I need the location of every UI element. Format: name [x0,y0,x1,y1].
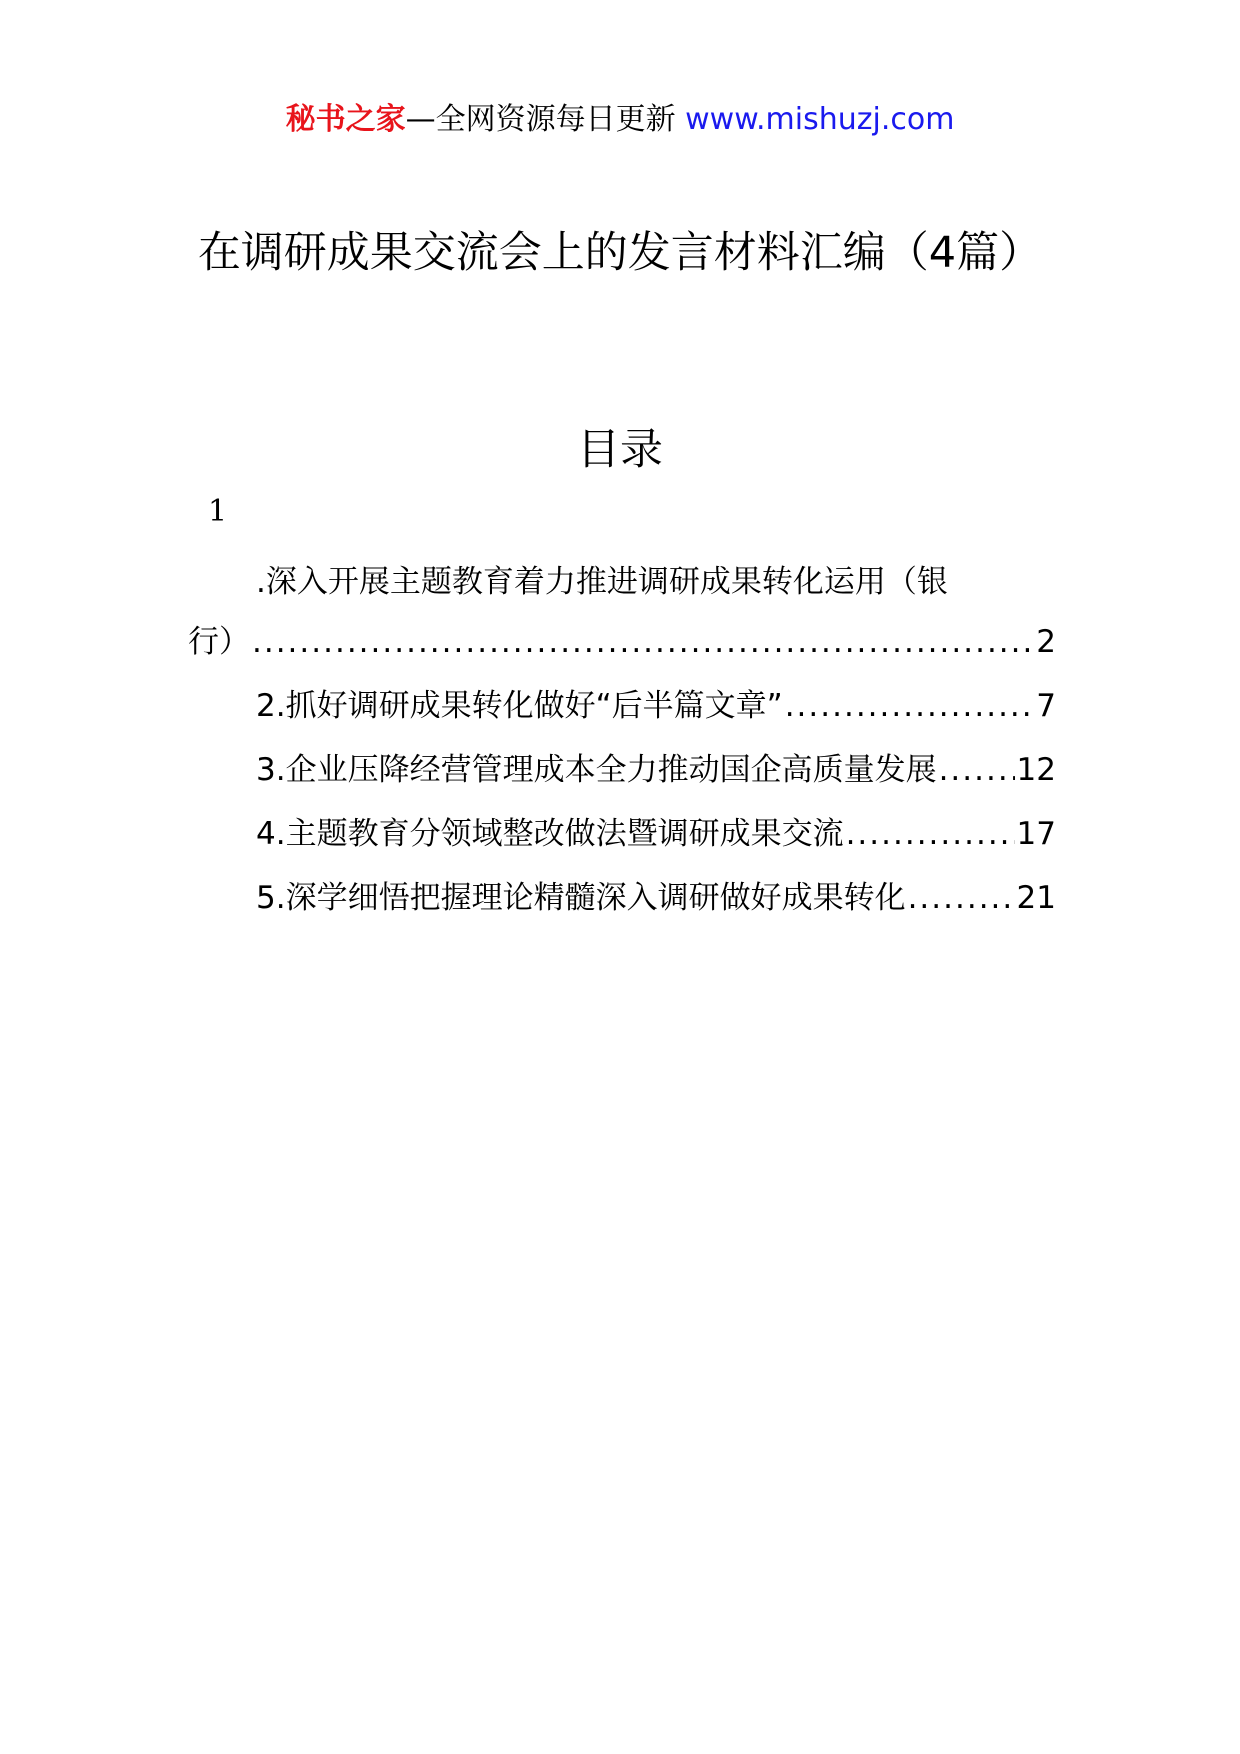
toc-entry-1-line1[interactable]: .深入开展主题教育着力推进调研成果转化运用（银 [256,564,948,600]
toc-entry-1[interactable] [188,620,1056,664]
header-slogan: —全网资源每日更新 [405,102,676,137]
toc-leader-dots [939,748,1015,792]
toc-entry-label: 行） [188,624,250,660]
document-title: 在调研成果交流会上的发言材料汇编（4篇） [197,228,1043,278]
toc-leader-dots [846,812,1015,856]
toc-entry-page: 2 [1036,624,1056,660]
toc-entry-3[interactable] [256,748,1056,792]
toc-entry-label: 2.抓好调研成果转化做好“后半篇文章” [256,688,783,724]
toc-entry-page: 12 [1016,752,1056,788]
toc-entry-label: 4.主题教育分领域整改做法暨调研成果交流 [256,816,844,852]
site-header [0,100,1240,140]
toc-entry-number: 1 [208,494,228,529]
toc-entry-label: 3.企业压降经营管理成本全力推动国企高质量发展 [256,752,937,788]
toc-leader-dots [785,684,1035,728]
site-url-link[interactable]: www.mishuzj.com [685,102,955,137]
toc-entry-page: 17 [1016,816,1056,852]
toc-entry-page: 7 [1036,688,1056,724]
toc-entry-label: 5.深学细悟把握理论精髓深入调研做好成果转化 [256,880,906,916]
toc-entry-2[interactable] [256,684,1056,728]
brand-name: 秘书之家 [285,102,406,137]
toc-entry-5[interactable] [256,876,1056,920]
toc-leader-dots [252,620,1034,664]
toc-leader-dots [908,876,1015,920]
toc-entry-page: 21 [1016,880,1056,916]
toc-entry-4[interactable] [256,812,1056,856]
toc-heading: 目录 [577,425,663,475]
